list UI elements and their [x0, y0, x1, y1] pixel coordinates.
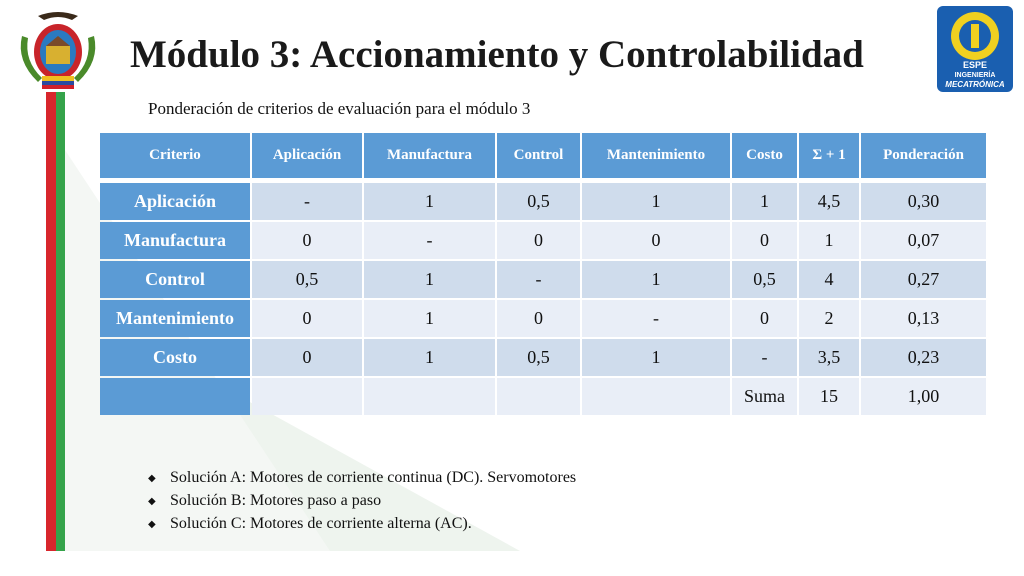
row-header: Control — [100, 261, 250, 298]
table-row — [100, 222, 986, 259]
table-cell: 1 — [799, 222, 859, 259]
table-cell: 0 — [582, 222, 730, 259]
table-row — [100, 261, 986, 298]
list-item-text: Solución A: Motores de corriente continua (DC). Servomotores — [170, 469, 577, 486]
list-item-text: Solución C: Motores de corriente alterna (AC). — [170, 515, 472, 532]
list-item — [148, 512, 576, 535]
table-caption: Ponderación de criterios de evaluación para el módulo 3 — [148, 99, 531, 118]
row-header: Manufactura — [100, 222, 250, 259]
table-cell: 0,07 — [861, 222, 986, 259]
column-header: Ponderación — [861, 133, 986, 181]
table-cell: 4 — [799, 261, 859, 298]
bullet-icon: ◆ — [148, 472, 156, 484]
table-cell: 1 — [582, 261, 730, 298]
list-item — [148, 489, 576, 512]
table-cell: 1 — [582, 339, 730, 376]
solutions-list — [148, 466, 576, 535]
table-cell: 1 — [364, 183, 495, 220]
bullet-icon: ◆ — [148, 518, 156, 530]
column-header: Control — [497, 133, 580, 181]
table-header-row — [100, 133, 986, 181]
table-cell: 1 — [364, 261, 495, 298]
table-cell: 0 — [732, 222, 797, 259]
table-row — [100, 183, 986, 220]
table-cell: - — [364, 222, 495, 259]
table-cell: 1 — [582, 183, 730, 220]
svg-text:MECATRÓNICA: MECATRÓNICA — [945, 80, 1005, 89]
svg-text:ESPE: ESPE — [962, 60, 988, 70]
espe-mecatronica-logo — [937, 6, 1013, 92]
table-cell — [252, 378, 362, 415]
table-cell: 0,23 — [861, 339, 986, 376]
table-cell: 0,5 — [497, 339, 580, 376]
row-header: Aplicación — [100, 183, 250, 220]
row-header — [100, 378, 250, 415]
row-header: Costo — [100, 339, 250, 376]
row-header: Mantenimiento — [100, 300, 250, 337]
table-cell: 0,30 — [861, 183, 986, 220]
table-cell: 0 — [497, 222, 580, 259]
table-cell: - — [582, 300, 730, 337]
table-row — [100, 300, 986, 337]
table-cell: 15 — [799, 378, 859, 415]
red-stripe — [46, 92, 56, 551]
svg-text:INGENIERÍA: INGENIERÍA — [954, 72, 996, 79]
table-cell: 0 — [497, 300, 580, 337]
table-cell: - — [732, 339, 797, 376]
criteria-weighting-table — [98, 131, 988, 417]
column-header: Mantenimiento — [582, 133, 730, 181]
column-header: Manufactura — [364, 133, 495, 181]
bullet-icon: ◆ — [148, 495, 156, 507]
table-cell: Suma — [732, 378, 797, 415]
table-cell: 0 — [252, 339, 362, 376]
crest-logo-left — [8, 6, 108, 90]
table-cell: 0,27 — [861, 261, 986, 298]
column-header: Criterio — [100, 133, 250, 181]
list-item-text: Solución B: Motores paso a paso — [170, 492, 382, 509]
column-header: Costo — [732, 133, 797, 181]
page-title: Módulo 3: Accionamiento y Controlabilidad — [130, 33, 864, 76]
table-cell — [364, 378, 495, 415]
table-cell: - — [252, 183, 362, 220]
table-cell — [497, 378, 580, 415]
table-cell: 4,5 — [799, 183, 859, 220]
table-row — [100, 339, 986, 376]
table-cell: 3,5 — [799, 339, 859, 376]
table-cell: 1 — [364, 339, 495, 376]
table-cell: 0,5 — [732, 261, 797, 298]
table-cell: 0,5 — [497, 183, 580, 220]
table-cell: 2 — [799, 300, 859, 337]
table-cell: 1 — [364, 300, 495, 337]
table-total-row — [100, 378, 986, 415]
table-cell: 0,13 — [861, 300, 986, 337]
table-cell: 0,5 — [252, 261, 362, 298]
table-cell — [582, 378, 730, 415]
column-header: Σ + 1 — [799, 133, 859, 181]
table-cell: - — [497, 261, 580, 298]
table-cell: 1 — [732, 183, 797, 220]
list-item — [148, 466, 576, 489]
green-stripe — [56, 92, 65, 551]
table-cell: 0 — [252, 300, 362, 337]
table-cell: 1,00 — [861, 378, 986, 415]
column-header: Aplicación — [252, 133, 362, 181]
table-cell: 0 — [732, 300, 797, 337]
table-cell: 0 — [252, 222, 362, 259]
